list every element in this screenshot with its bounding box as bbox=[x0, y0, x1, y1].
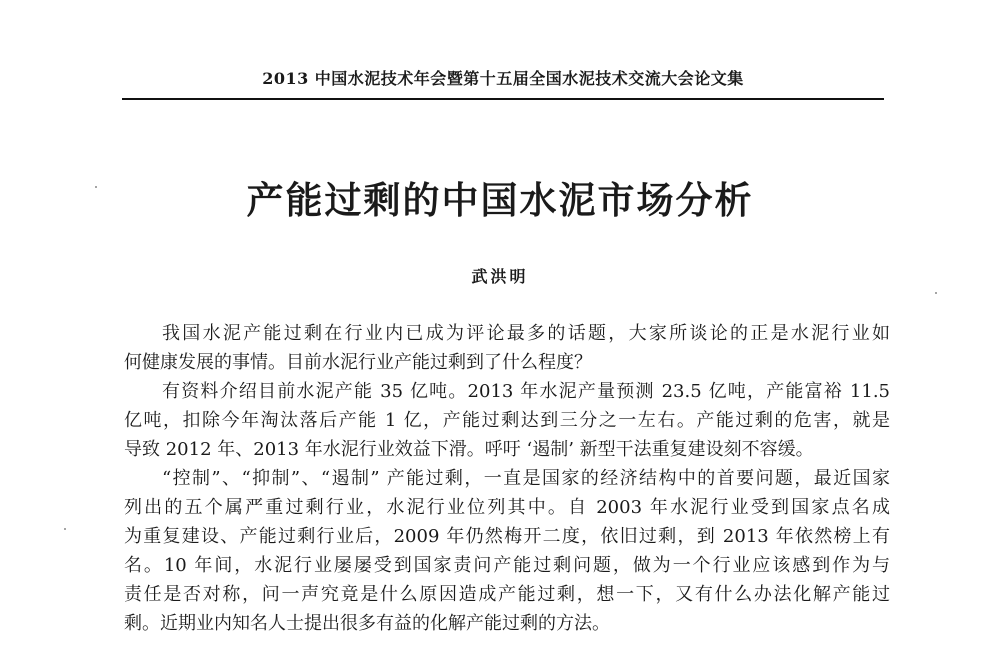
body-line: 亿吨，扣除今年淘汰落后产能 1 亿，产能过剩达到三分之一左右。产能过剩的危害，就是 bbox=[124, 410, 890, 431]
scan-speck bbox=[64, 528, 66, 530]
body-line: 为重复建设、产能过剩行业后，2009 年仍然梅开二度，依旧过剩，到 2013 年依然榜上有 bbox=[124, 526, 890, 547]
article-author: 武洪明 bbox=[471, 267, 529, 286]
scan-speck bbox=[95, 186, 97, 188]
body-line: 剩。近期业内知名人士提出很多有益的化解产能过剩的方法。 bbox=[124, 613, 610, 634]
body-line: 责任是否对称，问一声究竟是什么原因造成产能过剩，想一下，又有什么办法化解产能过 bbox=[124, 584, 890, 605]
body-line: 我国水泥产能过剩在行业内已成为评论最多的话题，大家所谈论的正是水泥行业如 bbox=[162, 323, 890, 344]
article-title: 产能过剩的中国水泥市场分析 bbox=[246, 179, 754, 222]
running-header: 2013 中国水泥技术年会暨第十五届全国水泥技术交流大会论文集 bbox=[262, 69, 744, 88]
body-line: 名。10 年间，水泥行业屡屡受到国家责问产能过剩问题，做为一个行业应该感到作为与 bbox=[124, 555, 890, 576]
body-line: 列出的五个属严重过剩行业，水泥行业位列其中。自 2003 年水泥行业受到国家点名成 bbox=[124, 497, 890, 518]
body-line: 导致 2012 年、2013 年水泥行业效益下滑。呼吁 ‘遏制’ 新型干法重复建设刻不容缓。 bbox=[124, 439, 814, 460]
body-line: “控制”、“抑制”、“遏制” 产能过剩，一直是国家的经济结构中的首要问题，最近国家 bbox=[162, 468, 890, 489]
header-rule bbox=[122, 98, 884, 100]
body-line: 有资料介绍目前水泥产能 35 亿吨。2013 年水泥产量预测 23.5 亿吨，产能富裕 11.5 bbox=[162, 381, 890, 402]
scan-speck bbox=[935, 292, 937, 294]
body-line: 何健康发展的事情。目前水泥行业产能过剩到了什么程度？ bbox=[124, 352, 592, 373]
article-body bbox=[124, 319, 890, 638]
